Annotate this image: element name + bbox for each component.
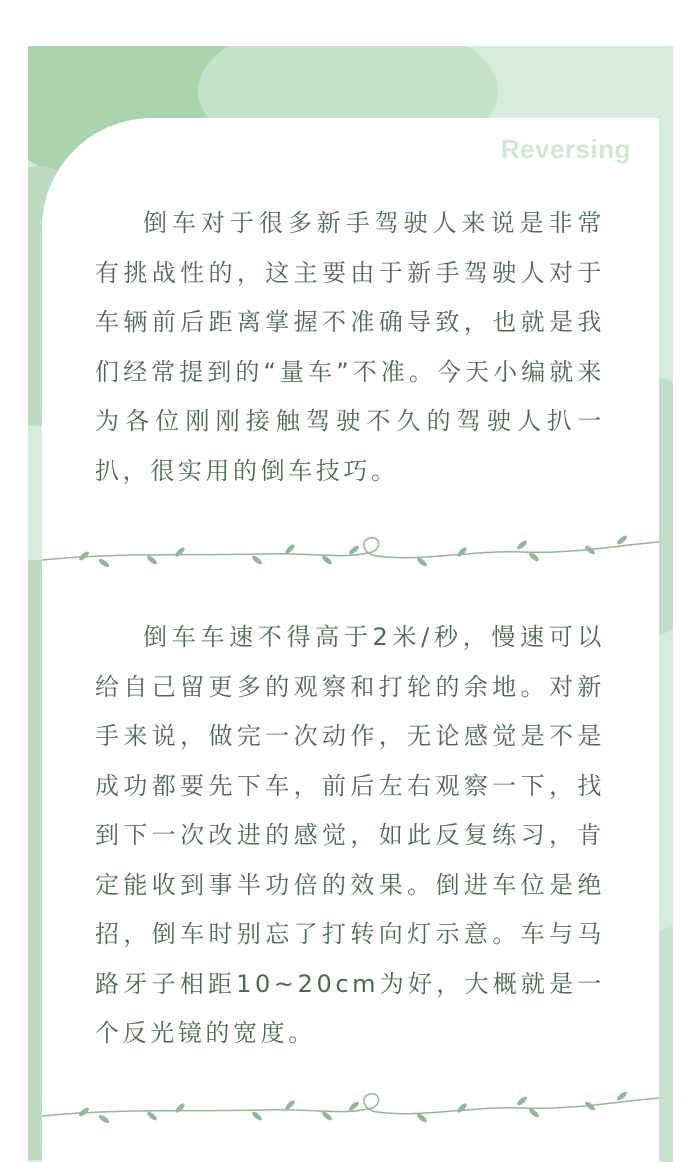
article-paragraph-1: 倒车对于很多新手驾驶人来说是非常有挑战性的，这主要由于新手驾驶人对于车辆前后距离掌握不准确导致，也就是我们经常提到的“量车”不准。今天小编就来为各位刚刚接触驾驶不久的驾驶人扒一扒，很实用的倒车技巧。 xyxy=(95,209,605,485)
article-paragraph-2: 倒车车速不得高于2米/秒，慢速可以给自己留更多的观察和打轮的余地。对新手来说，做完一次动作，无论感觉是不是成功都要先下车，前后左右观察一下，找到下一次改进的感觉，如此反复练习，肯定能收到事半功倍的效果。倒进车位是绝招，倒车时别忘了打转向灯示意。车与马路牙子相距10~20cm为好，大概就是一个反光镜的宽度。 xyxy=(95,623,605,1047)
vine-divider-icon xyxy=(42,530,659,580)
vine-divider-icon xyxy=(42,1086,659,1136)
article-card xyxy=(42,118,659,1162)
decor-edge xyxy=(28,560,42,1160)
header-title: Reversing xyxy=(500,134,631,164)
